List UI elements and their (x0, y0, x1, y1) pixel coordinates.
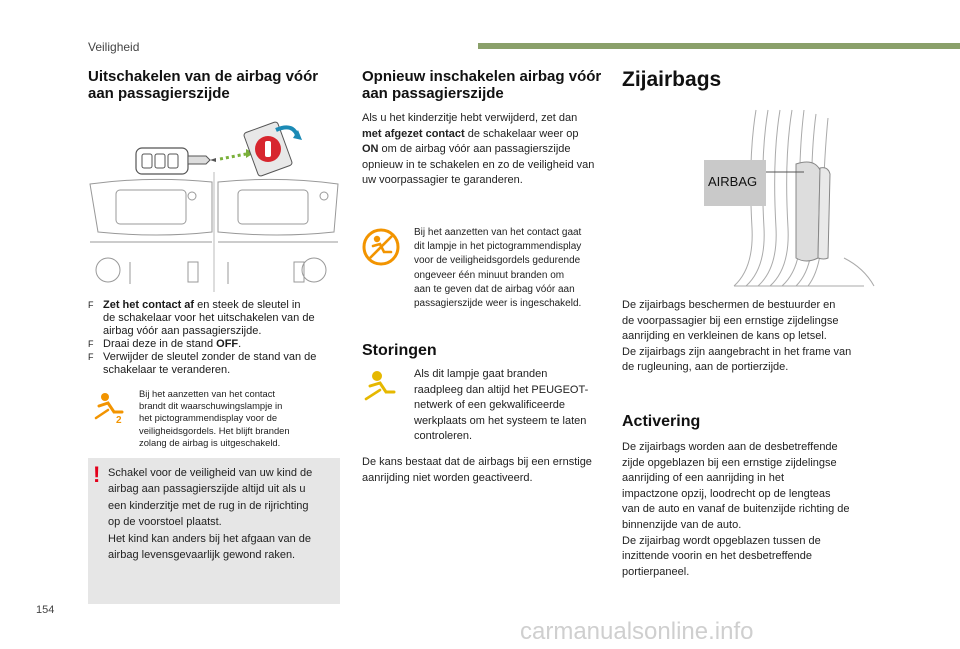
warning-line: Schakel voor de veiligheid van uw kind de (108, 467, 313, 479)
step-1-l2: de schakelaar voor het uitschakelen van de (103, 312, 315, 324)
warning-line: airbag levensgevaarlijk gewond raken. (108, 549, 296, 562)
step-2-end: . (238, 338, 242, 350)
col2-title (362, 68, 622, 102)
col1-title-line1: Uitschakelen van de airbag vóór (88, 68, 319, 85)
step-1 (88, 299, 340, 338)
key-icon (136, 148, 216, 174)
col2-intro-line (362, 127, 622, 143)
col2-title-line2: aan passagierszijde (362, 85, 504, 102)
warning-line: Het kind kan anders bij het afgaan van de (108, 532, 312, 545)
col2-note-line: voor de veiligheidsgordels gedurende (414, 255, 581, 267)
airbag-fault-icon (364, 368, 398, 402)
section-label: Veiligheid (88, 40, 140, 54)
col2-bottom-line: aanrijding niet worden geactiveerd. (362, 471, 533, 484)
col2-title-line1: Opnieuw inschakelen airbag vóór (362, 68, 602, 85)
step-marker: F (88, 352, 94, 362)
activering-line: aanrijding of een aanrijding in het (622, 472, 785, 485)
storingen-line: raadpleeg dan altijd het PEUGEOT- (414, 383, 589, 396)
storingen-text (414, 367, 622, 445)
warning-line: airbag aan passagierszijde altijd uit als u (108, 483, 306, 496)
activering-line: zijde opgeblazen bij een ernstige zijdelingse (622, 456, 837, 469)
header-rule (478, 43, 960, 49)
seat-illustration (704, 108, 894, 290)
col3-intro-line: De zijairbags zijn aangebracht in het frame van (622, 345, 852, 358)
glovebox-illustration (88, 112, 340, 292)
storingen-line: netwerk of een gekwalificeerde (414, 399, 566, 412)
step-1-bold: Zet het contact af (103, 299, 195, 311)
step-1-l1: en steek de sleutel in (194, 299, 301, 311)
col3-intro-line: De zijairbags beschermen de bestuurder en (622, 299, 836, 311)
storingen-line: controleren. (414, 430, 473, 443)
col1-note-line: brandt dit waarschuwingslampje in (139, 400, 283, 412)
col2-note-line: dit lampje in het pictogrammendisplay (414, 241, 582, 253)
col1-note-line: Bij het aanzetten van het contact (139, 388, 276, 399)
step-3-l2: schakelaar te veranderen. (103, 364, 231, 376)
col2-intro-l3: om de airbag vóór aan passagierszijde (378, 143, 571, 156)
warning-line: een kinderzitje met de rug in de rijrichting (108, 499, 309, 512)
step-2-bold: OFF (216, 338, 239, 350)
col3-activering (622, 440, 892, 580)
airbag-switch-icon (243, 121, 302, 177)
col1-note (139, 388, 339, 449)
warning-text (108, 465, 338, 563)
activering-line: portierpaneel. (622, 565, 690, 578)
col1-note-line: zolang de airbag is uitgeschakeld. (139, 436, 281, 448)
svg-text:2: 2 (116, 415, 122, 424)
storingen-title: Storingen (362, 342, 437, 359)
col2-bottom-line: De kans bestaat dat de airbags bij een ernstige (362, 456, 592, 468)
col3-intro-line: de rugleuning, aan de portierzijde. (622, 361, 789, 374)
col2-bottom (362, 455, 624, 486)
col2-note (414, 226, 622, 311)
col2-intro-line (362, 142, 622, 158)
step-1-l3: airbag vóór aan passagierszijde. (103, 325, 262, 337)
activering-line: De zijairbags worden aan de desbetreffende (622, 441, 838, 453)
airbag-off-warning-icon (94, 390, 128, 424)
activering-line: binnenzijde van de auto. (622, 518, 742, 531)
watermark: carmanualsonline.info (520, 618, 754, 645)
warning-line: op de voorstoel plaatst. (108, 516, 222, 529)
col1-note-line: het pictogrammendisplay voor de (139, 412, 278, 424)
page-number: 154 (36, 604, 55, 616)
col2-note-line: passagierszijde weer is ingeschakeld. (414, 298, 582, 310)
col2-intro (362, 111, 622, 189)
col2-note-line: ongeveer één minuut branden om (414, 269, 565, 281)
activering-line: De zijairbag wordt opgeblazen tussen de (622, 534, 821, 547)
glovebox-open (218, 179, 338, 284)
col1-steps (88, 299, 340, 377)
zijairbags-title: Zijairbags (622, 68, 722, 91)
step-marker: F (88, 339, 94, 349)
col2-note-line: Bij het aanzetten van het contact gaat (414, 227, 582, 238)
col3-intro-line: de voorpassagier bij een ernstige zijdelingse (622, 314, 839, 327)
col2-intro-line: Als u het kinderzitje hebt verwijderd, zet dan (362, 112, 578, 124)
storingen-line: werkplaats om het systeem te laten (414, 414, 587, 427)
col1-note-line: veiligheidsgordels. Het blijft branden (139, 424, 290, 436)
step-2 (88, 338, 340, 351)
airbag-label: AIRBAG (708, 174, 758, 189)
activering-title: Activering (622, 413, 701, 430)
col2-intro-on: ON (362, 143, 379, 156)
glovebox-closed (90, 179, 212, 284)
col1-title-line2: aan passagierszijde (88, 85, 230, 102)
col1-title (88, 68, 348, 102)
step-marker: F (88, 300, 94, 310)
col2-intro-l2: de schakelaar weer op (464, 127, 579, 140)
activering-line: impactzone opzij, loodrecht op de lengteas (622, 487, 831, 500)
col2-intro-line: opnieuw in te schakelen en zo de veiligheid van (362, 158, 595, 171)
col2-intro-line: uw voorpassagier te garanderen. (362, 174, 523, 187)
step-3 (88, 351, 340, 377)
col3-intro (622, 298, 892, 376)
storingen-line: Als dit lampje gaat branden (414, 368, 548, 380)
activering-line: van de auto en vanaf de buitenzijde richting de (622, 503, 850, 516)
step-2-l1: Draai deze in de stand (103, 338, 217, 350)
step-3-l1: Verwijder de sleutel zonder de stand van de (103, 351, 317, 363)
col3-intro-line: aanrijding en verkleinen de kans op letsel. (622, 330, 827, 343)
activering-line: inzittende voorin en het desbetreffende (622, 550, 812, 563)
airbag-on-indicator-icon (362, 228, 400, 266)
col2-note-line: aan te geven dat de airbag vóór aan (414, 283, 575, 295)
warning-exclamation-icon: ! (93, 462, 101, 487)
col2-intro-bold: met afgezet contact (362, 127, 465, 140)
